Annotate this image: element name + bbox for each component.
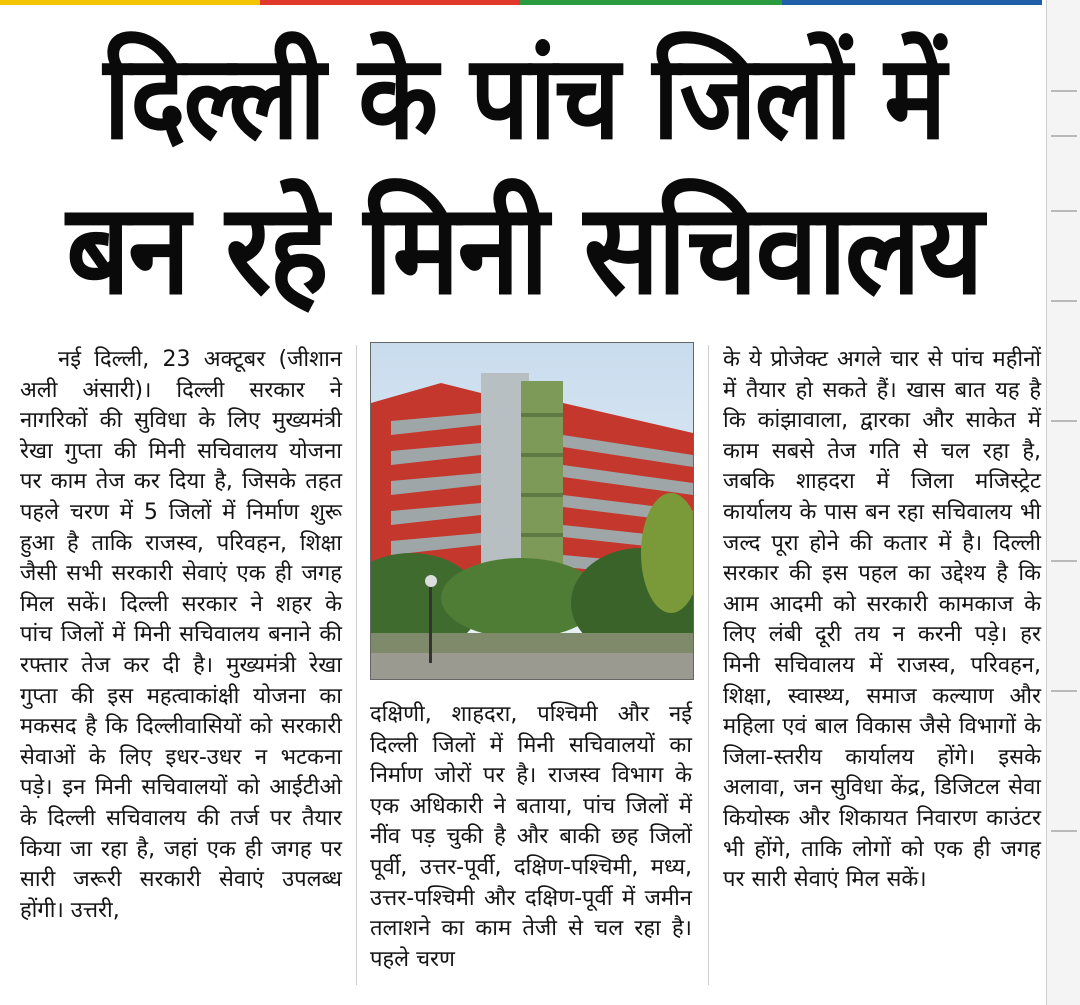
article-paragraph-3: के ये प्रोजेक्ट अगले चार से पांच महीनों में तैयार हो सकते हैं। खास बात यह है कि कांझावाला, द्वारका और साकेत में काम सबसे तेज गति से चल रहा है, जबकि शाहदरा में जिला मजिस्ट्रेट कार्यालय के पास बन रहा सचिवालय भी जल्द पूरा होने की कतार में है। दिल्ली सरकार की इस पहल का उद्देश्य है कि आम आदमी को सरकारी कामकाज के लिए लंबी दूरी तय न करनी पड़े। हर मिनी सचिवालय में राजस्व, परिवहन, शिक्षा, स्वास्थ्य, समाज कल्याण और महिला एवं बाल विकास जैसे विभागों के जिला-स्तरीय कार्यालय होंगे। इसके अलावा, जन सुविधा केंद्र, डिजिटल सेवा कियोस्क और शिकायत निवारण काउंटर भी होंगे, ताकि लोगों को एक ही जगह पर सारी सेवाएं मिल सकें। xyxy=(723,347,1041,893)
building-photo-icon xyxy=(371,343,693,679)
building-photo xyxy=(370,342,694,680)
article-column-1 xyxy=(20,345,342,926)
article-column-3 xyxy=(723,345,1041,896)
strip-yellow xyxy=(0,0,260,5)
headline-line-1: दिल्ली के पांच जिलों में xyxy=(103,28,945,166)
column-divider-2 xyxy=(708,345,709,985)
top-color-strip xyxy=(0,0,1042,5)
strip-red xyxy=(260,0,520,5)
article-paragraph-2: दक्षिणी, शाहदरा, पश्चिमी और नई दिल्ली जिलों में मिनी सचिवालयों का निर्माण जोरों पर है। राजस्व विभाग के एक अधिकारी ने बताया, पांच जिलों में नींव पड़ चुकी है और बाकी छह जिलों पूर्वी, उत्तर-पूर्वी, दक्षिण-पश्चिमी, मध्य, उत्तर-पश्चिमी और दक्षिण-पूर्वी में जमीन तलाशने का काम तेजी से चल रहा है। पहले चरण xyxy=(370,702,692,972)
article-paragraph-1: नई दिल्ली, 23 अक्टूबर (जीशान अली अंसारी)। दिल्ली सरकार ने नागरिकों की सुविधा के लिए मुख्यमंत्री रेखा गुप्ता की मिनी सचिवालय योजना पर काम तेज कर दिया है, जिसके तहत पहले चरण में 5 जिलों में निर्माण शुरू हुआ है ताकि राजस्व, परिवहन, शिक्षा जैसी सभी सरकारी सेवाएं एक ही जगह मिल सकें। दिल्ली सरकार ने शहर के पांच जिलों में मिनी सचिवालय बनाने की रफ्तार तेज कर दी है। मुख्यमंत्री रेखा गुप्ता की इस महत्वाकांक्षी योजना का मकसद है कि दिल्लीवासियों को सरकारी सेवाओं के लिए इधर-उधर न भटकना पड़े। इन मिनी सचिवालयों को आईटीओ के दिल्ली सचिवालय की तर्ज पर तैयार किया जा रहा है, जहां एक ही जगह पर सारी जरूरी सरकारी सेवाएं उपलब्ध होंगी। उत्तरी, xyxy=(20,347,342,923)
article-column-2 xyxy=(370,700,692,975)
adjacent-page-edge xyxy=(1046,0,1080,1005)
column-divider-1 xyxy=(356,345,357,985)
strip-blue xyxy=(782,0,1042,5)
headline-line-2: बन रहे मिनी सचिवालय xyxy=(66,177,982,323)
strip-green xyxy=(520,0,782,5)
